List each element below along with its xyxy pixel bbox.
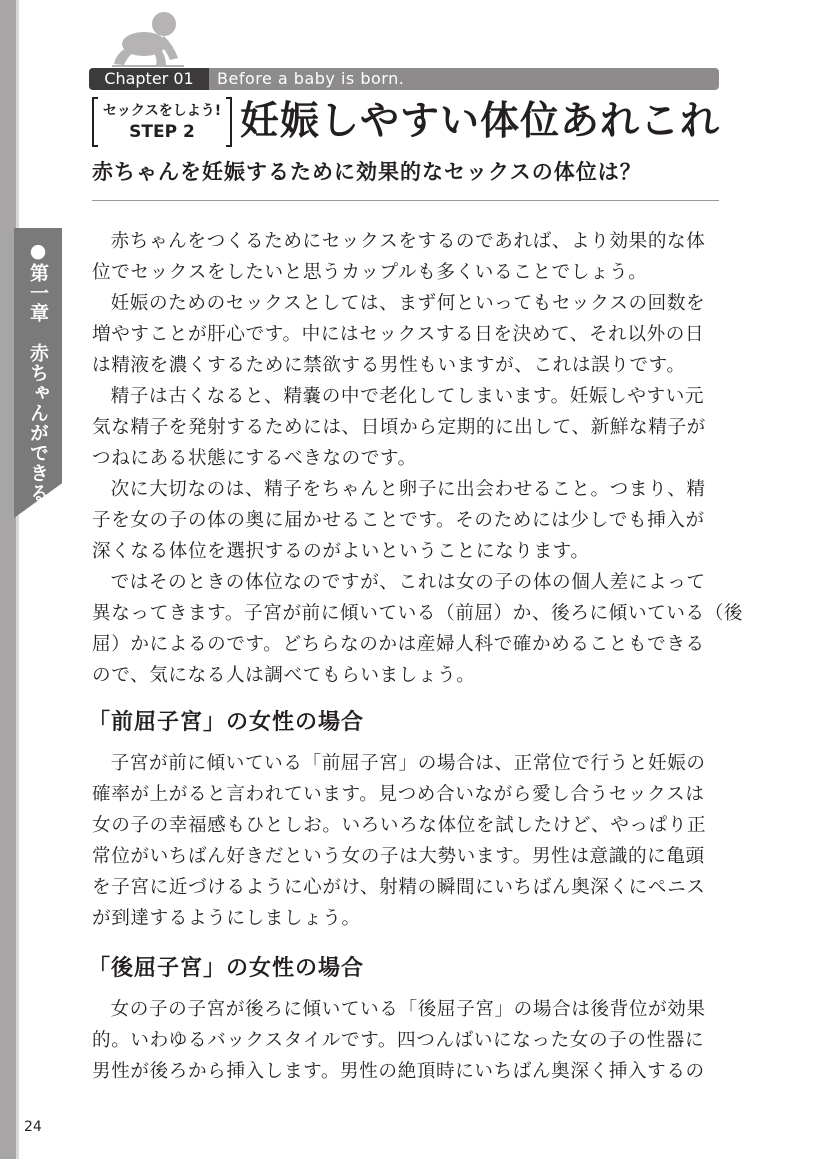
body-line: 常位がいちばん好きだという女の子は大勢います。男性は意識的に亀頭 — [92, 846, 705, 867]
page-subtitle: 赤ちゃんを妊娠するために効果的なセックスの体位は？ — [92, 160, 642, 184]
body-line: 深くなる体位を選択するのがよいということになります。 — [92, 541, 590, 562]
page-edge-line — [16, 0, 19, 1159]
section-heading-retroflexed: 「後屈子宮」の女性の場合 — [88, 956, 365, 981]
body-line: 異なってきます。子宮が前に傾いている（前屈）か、後ろに傾いている（後 — [92, 603, 744, 624]
step-label-number: STEP 2 — [129, 122, 195, 142]
body-line: 男性が後ろから挿入します。男性の絶頂時にいちばん奥深く挿入するの — [92, 1061, 705, 1082]
page-number: 24 — [24, 1119, 42, 1135]
body-line: 屈）かによるのです。どちらなのかは産婦人科で確かめることもできる — [92, 634, 705, 655]
body-line: 次に大切なのは、精子をちゃんと卵子に出会わせること。つまり、精 — [110, 479, 706, 500]
body-line: 子を女の子の体の奥に届かせることです。そのためには少しでも挿入が — [92, 510, 705, 531]
body-line: 増やすことが肝心です。中にはセックスする日を決めて、それ以外の日 — [92, 324, 705, 345]
step-label-box — [92, 99, 232, 145]
body-line: 位でセックスをしたいと思うカップルも多くいることでしょう。 — [92, 262, 648, 283]
body-line: ではそのときの体位なのですが、これは女の子の体の個人差によって — [110, 572, 706, 593]
chapter-subtitle: Before a baby is born. — [217, 69, 405, 88]
body-line: は精液を濃くするために禁欲する男性もいますが、これは誤りです。 — [92, 355, 686, 376]
title-divider — [92, 200, 719, 201]
page-edge-strip — [0, 0, 16, 1159]
chapter-side-tab-label: ●第一章 赤ちゃんができるまで — [27, 240, 49, 543]
body-line: 女の子の幸福感もひとしお。いろいろな体位を試したけど、やっぱり正 — [92, 815, 707, 836]
body-line: 妊娠のためのセックスとしては、まず何といってもセックスの回数を — [110, 293, 706, 314]
section-heading-anteflexed: 「前屈子宮」の女性の場合 — [88, 710, 365, 735]
section-body-retroflexed — [92, 994, 722, 1087]
intro-body — [92, 226, 744, 691]
chapter-header-bar — [89, 68, 719, 90]
page-title: 妊娠しやすい体位あれこれ — [240, 99, 721, 144]
crawling-baby-icon — [108, 10, 188, 68]
body-line: が到達するようにしましょう。 — [92, 908, 361, 929]
body-line: 的。いわゆるバックスタイルです。四つんばいになった女の子の性器に — [92, 1030, 705, 1051]
chapter-number: Chapter 01 — [89, 68, 209, 90]
body-line: つねにある状態にするべきなのです。 — [92, 448, 417, 469]
body-line: 気な精子を発射するためには、日頃から定期的に出して、新鮮な精子が — [92, 417, 706, 438]
body-line: ので、気になる人は調べてもらいましょう。 — [92, 665, 476, 686]
body-line: を子宮に近づけるように心がけ、射精の瞬間にいちばん奥深くにペニス — [92, 877, 706, 898]
section-body-anteflexed — [92, 748, 722, 934]
body-line: 精子は古くなると、精嚢の中で老化してしまいます。妊娠しやすい元 — [110, 386, 705, 407]
body-line: 確率が上がると言われています。見つめ合いながら愛し合うセックスは — [92, 784, 705, 805]
step-label-category: セックスをしよう! — [102, 103, 222, 119]
body-line: 子宮が前に傾いている「前屈子宮」の場合は、正常位で行うと妊娠の — [110, 753, 706, 774]
body-line: 赤ちゃんをつくるためにセックスをするのであれば、より効果的な体 — [110, 231, 706, 252]
body-line: 女の子の子宮が後ろに傾いている「後屈子宮」の場合は後背位が効果 — [110, 999, 706, 1020]
